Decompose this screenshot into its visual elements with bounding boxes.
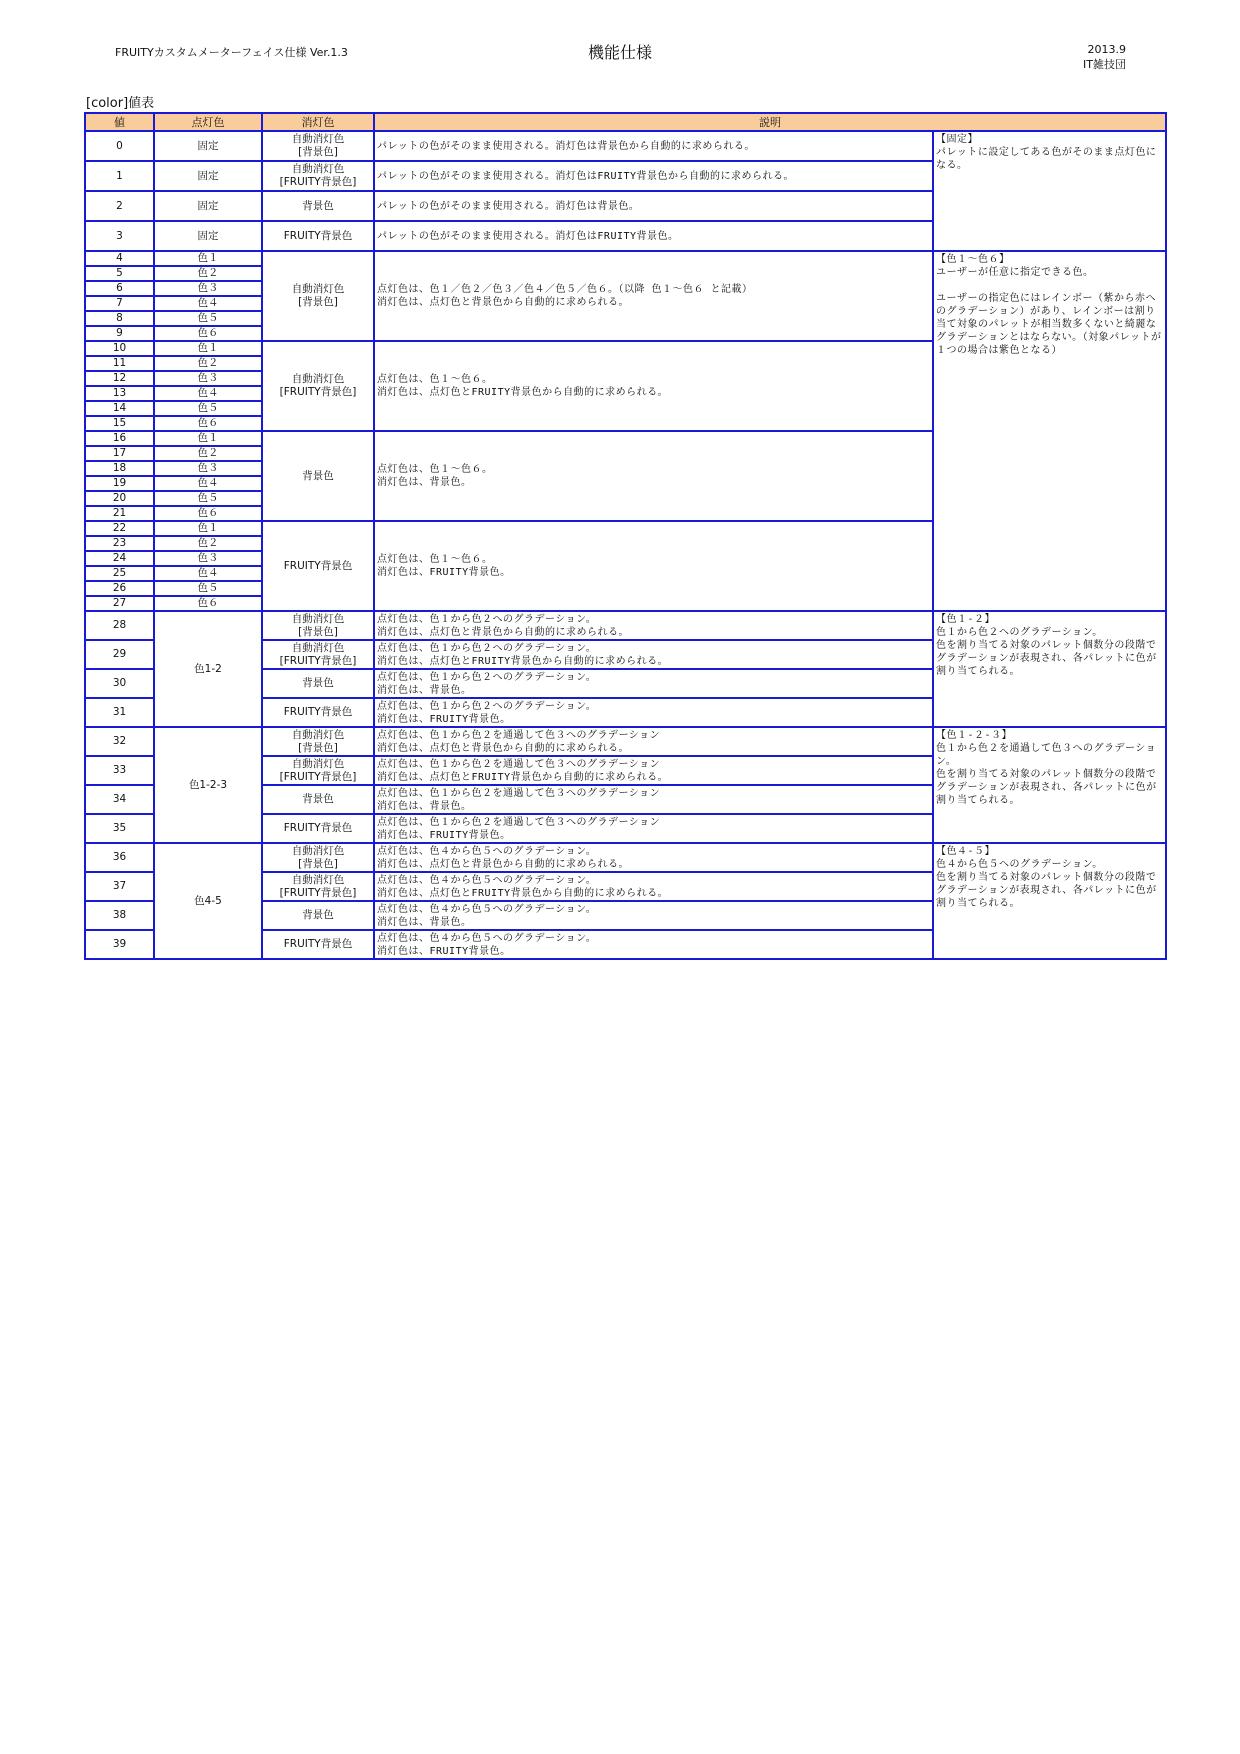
- table-row: [85, 131, 1166, 161]
- value-cell: 17: [85, 446, 154, 461]
- off-color-cell: 自動消灯色 [FRUITY背景色]: [262, 756, 374, 785]
- on-color-cell: 色５: [154, 581, 262, 596]
- document-date: 2013.9: [1087, 43, 1126, 56]
- column-header-on-color: 点灯色: [154, 113, 262, 131]
- description-cell: パレットの色がそのまま使用される。消灯色は背景色。: [374, 191, 933, 221]
- color-value-table: [84, 112, 1167, 960]
- description-cell: パレットの色がそのまま使用される。消灯色は背景色から自動的に求められる。: [374, 131, 933, 161]
- on-color-cell: 色５: [154, 491, 262, 506]
- on-color-cell: 色１: [154, 431, 262, 446]
- on-color-cell: 色４: [154, 476, 262, 491]
- description-cell: 点灯色は、色１から色２を通過して色３へのグラデーション 消灯色は、FRUITY背景色。: [374, 814, 933, 843]
- value-cell: 12: [85, 371, 154, 386]
- on-color-cell: 色４: [154, 386, 262, 401]
- on-color-cell: 固定: [154, 131, 262, 161]
- off-color-cell: 自動消灯色 [背景色]: [262, 611, 374, 640]
- on-color-cell: 色２: [154, 266, 262, 281]
- description-cell: 点灯色は、色４から色５へのグラデーション。 消灯色は、FRUITY背景色。: [374, 930, 933, 959]
- description-cell: 点灯色は、色１から色２へのグラデーション。 消灯色は、背景色。: [374, 669, 933, 698]
- value-cell: 30: [85, 669, 154, 698]
- off-color-cell: 自動消灯色 [FRUITY背景色]: [262, 161, 374, 191]
- on-color-cell: 色１: [154, 521, 262, 536]
- on-color-cell: 固定: [154, 221, 262, 251]
- table-row: [85, 727, 1166, 756]
- table-caption: [color]値表: [86, 96, 155, 111]
- off-color-cell: 背景色: [262, 431, 374, 521]
- on-color-cell: 色４: [154, 566, 262, 581]
- value-cell: 9: [85, 326, 154, 341]
- value-cell: 20: [85, 491, 154, 506]
- column-header-off-color: 消灯色: [262, 113, 374, 131]
- value-cell: 22: [85, 521, 154, 536]
- value-cell: 3: [85, 221, 154, 251]
- table-header-row: [85, 113, 1166, 131]
- off-color-cell: 自動消灯色 [FRUITY背景色]: [262, 872, 374, 901]
- value-cell: 0: [85, 131, 154, 161]
- description-cell: 点灯色は、色１から色２へのグラデーション。 消灯色は、点灯色とFRUITY背景色から自動的に求められる。: [374, 640, 933, 669]
- value-cell: 4: [85, 251, 154, 266]
- document-name: FRUITYカスタムメーターフェイス仕様 Ver.1.3: [115, 46, 348, 59]
- document-author: IT雑技団: [1083, 58, 1126, 71]
- value-cell: 38: [85, 901, 154, 930]
- value-cell: 6: [85, 281, 154, 296]
- description-cell: パレットの色がそのまま使用される。消灯色はFRUITY背景色。: [374, 221, 933, 251]
- column-header-description: 説明: [374, 113, 1166, 131]
- description-cell: 点灯色は、色４から色５へのグラデーション。 消灯色は、点灯色と背景色から自動的に求められる。: [374, 843, 933, 872]
- value-cell: 16: [85, 431, 154, 446]
- value-cell: 14: [85, 401, 154, 416]
- description-cell: 点灯色は、色１から色２を通過して色３へのグラデーション 消灯色は、点灯色と背景色から自動的に求められる。: [374, 727, 933, 756]
- on-color-cell: 色５: [154, 401, 262, 416]
- description-cell: 点灯色は、色４から色５へのグラデーション。 消灯色は、点灯色とFRUITY背景色から自動的に求められる。: [374, 872, 933, 901]
- description-cell: 点灯色は、色４から色５へのグラデーション。 消灯色は、背景色。: [374, 901, 933, 930]
- value-cell: 19: [85, 476, 154, 491]
- description-cell: 点灯色は、色１から色２へのグラデーション。 消灯色は、点灯色と背景色から自動的に求められる。: [374, 611, 933, 640]
- value-cell: 32: [85, 727, 154, 756]
- off-color-cell: 自動消灯色 [背景色]: [262, 843, 374, 872]
- value-cell: 11: [85, 356, 154, 371]
- date-author-block: [1083, 42, 1126, 72]
- description-cell: 点灯色は、色１～色６。 消灯色は、背景色。: [374, 431, 933, 521]
- value-cell: 39: [85, 930, 154, 959]
- value-cell: 29: [85, 640, 154, 669]
- table-row: [85, 611, 1166, 640]
- value-cell: 25: [85, 566, 154, 581]
- on-color-cell: 色５: [154, 311, 262, 326]
- value-cell: 8: [85, 311, 154, 326]
- on-color-cell: 色２: [154, 536, 262, 551]
- description-cell: 点灯色は、色１／色２／色３／色４／色５／色６。（以降 色１～色６ と記載） 消灯色は、点灯色と背景色から自動的に求められる。: [374, 251, 933, 341]
- on-color-cell: 色３: [154, 551, 262, 566]
- off-color-cell: FRUITY背景色: [262, 930, 374, 959]
- off-color-cell: 自動消灯色 [背景色]: [262, 727, 374, 756]
- value-cell: 15: [85, 416, 154, 431]
- description-cell: 点灯色は、色１から色２を通過して色３へのグラデーション 消灯色は、点灯色とFRUITY背景色から自動的に求められる。: [374, 756, 933, 785]
- value-cell: 36: [85, 843, 154, 872]
- table-row: [85, 843, 1166, 872]
- off-color-cell: 背景色: [262, 785, 374, 814]
- value-cell: 28: [85, 611, 154, 640]
- note-colors: 【色１～色６】 ユーザーが任意に指定できる色。 ユーザーの指定色にはレインボー（紫から赤へのグラデーション）があり、レインボーは割り当て対象のパレットが相当数多くないと綺麗なグラデーションとはならない。（対象パレットが１つの場合は紫色となる）: [933, 251, 1166, 611]
- page-title: 機能仕様: [587, 43, 652, 62]
- on-color-cell: 色３: [154, 461, 262, 476]
- description-cell: 点灯色は、色１から色２へのグラデーション。 消灯色は、FRUITY背景色。: [374, 698, 933, 727]
- on-color-cell: 色６: [154, 596, 262, 611]
- value-cell: 27: [85, 596, 154, 611]
- on-color-cell: 色１: [154, 341, 262, 356]
- value-cell: 18: [85, 461, 154, 476]
- on-color-cell: 色4-5: [154, 843, 262, 959]
- off-color-cell: 自動消灯色 [背景色]: [262, 131, 374, 161]
- value-cell: 2: [85, 191, 154, 221]
- value-cell: 26: [85, 581, 154, 596]
- on-color-cell: 色３: [154, 371, 262, 386]
- off-color-cell: 背景色: [262, 901, 374, 930]
- description-cell: 点灯色は、色１～色６。 消灯色は、FRUITY背景色。: [374, 521, 933, 611]
- off-color-cell: FRUITY背景色: [262, 698, 374, 727]
- column-header-value: 値: [85, 113, 154, 131]
- value-cell: 10: [85, 341, 154, 356]
- on-color-cell: 色３: [154, 281, 262, 296]
- on-color-cell: 色1-2-3: [154, 727, 262, 843]
- on-color-cell: 色６: [154, 416, 262, 431]
- table-row: [85, 251, 1166, 266]
- off-color-cell: 背景色: [262, 669, 374, 698]
- note-gradient: 【色１-２】 色１から色２へのグラデーション。 色を割り当てる対象のパレット個数分の段階でグラデーションが表現され、各パレットに色が割り当てられる。: [933, 611, 1166, 727]
- value-cell: 1: [85, 161, 154, 191]
- on-color-cell: 色６: [154, 506, 262, 521]
- value-cell: 13: [85, 386, 154, 401]
- table-body: [85, 131, 1166, 959]
- on-color-cell: 色1-2: [154, 611, 262, 727]
- on-color-cell: 色６: [154, 326, 262, 341]
- value-cell: 33: [85, 756, 154, 785]
- value-cell: 7: [85, 296, 154, 311]
- value-cell: 5: [85, 266, 154, 281]
- note-gradient: 【色１-２-３】 色１から色２を通過して色３へのグラデーション。 色を割り当てる対象のパレット個数分の段階でグラデーションが表現され、各パレットに色が割り当てられる。: [933, 727, 1166, 843]
- note-fixed: 【固定】 パレットに設定してある色がそのまま点灯色になる。: [933, 131, 1166, 251]
- on-color-cell: 色１: [154, 251, 262, 266]
- description-cell: パレットの色がそのまま使用される。消灯色はFRUITY背景色から自動的に求められる。: [374, 161, 933, 191]
- on-color-cell: 色４: [154, 296, 262, 311]
- off-color-cell: FRUITY背景色: [262, 221, 374, 251]
- on-color-cell: 色２: [154, 356, 262, 371]
- off-color-cell: 自動消灯色 [FRUITY背景色]: [262, 341, 374, 431]
- off-color-cell: FRUITY背景色: [262, 521, 374, 611]
- on-color-cell: 固定: [154, 161, 262, 191]
- off-color-cell: 自動消灯色 [FRUITY背景色]: [262, 640, 374, 669]
- note-gradient: 【色４-５】 色４から色５へのグラデーション。 色を割り当てる対象のパレット個数分の段階でグラデーションが表現され、各パレットに色が割り当てられる。: [933, 843, 1166, 959]
- off-color-cell: FRUITY背景色: [262, 814, 374, 843]
- value-cell: 34: [85, 785, 154, 814]
- value-cell: 31: [85, 698, 154, 727]
- on-color-cell: 色２: [154, 446, 262, 461]
- value-cell: 24: [85, 551, 154, 566]
- value-cell: 35: [85, 814, 154, 843]
- value-cell: 23: [85, 536, 154, 551]
- description-cell: 点灯色は、色１から色２を通過して色３へのグラデーション 消灯色は、背景色。: [374, 785, 933, 814]
- value-cell: 21: [85, 506, 154, 521]
- value-cell: 37: [85, 872, 154, 901]
- off-color-cell: 自動消灯色 [背景色]: [262, 251, 374, 341]
- on-color-cell: 固定: [154, 191, 262, 221]
- off-color-cell: 背景色: [262, 191, 374, 221]
- description-cell: 点灯色は、色１～色６。 消灯色は、点灯色とFRUITY背景色から自動的に求められる。: [374, 341, 933, 431]
